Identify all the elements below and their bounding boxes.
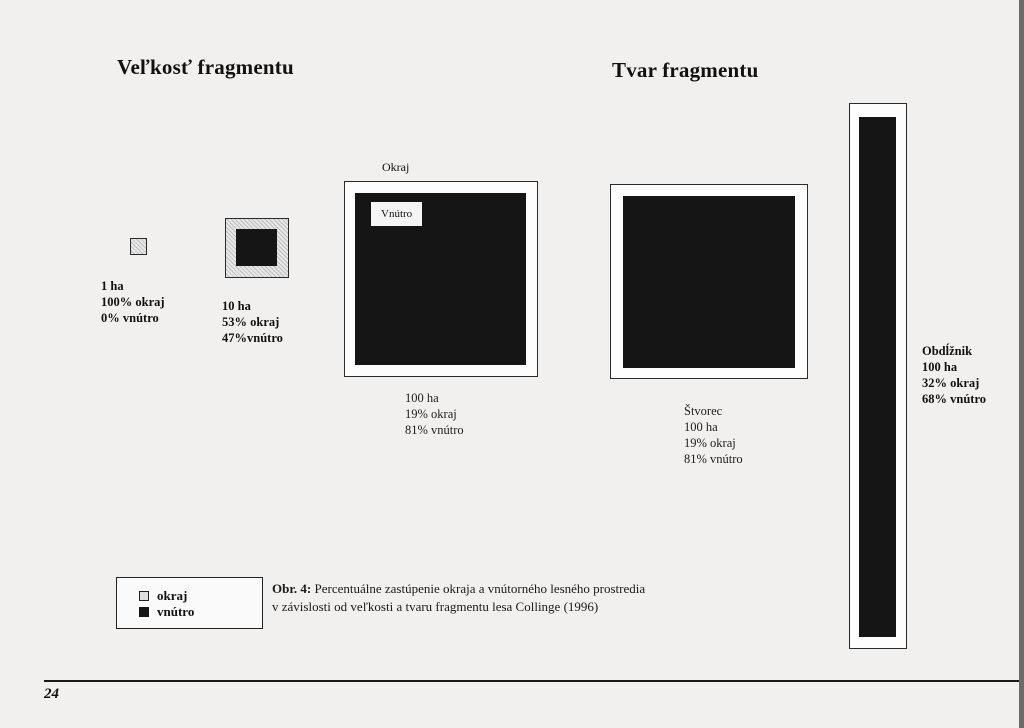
fragment-10ha-labels bbox=[222, 298, 283, 346]
legend-item-interior bbox=[139, 604, 262, 620]
edge-label: Okraj bbox=[382, 160, 410, 174]
shape-square-interior: 81% vnútro bbox=[684, 452, 743, 466]
page-number: 24 bbox=[44, 686, 59, 702]
shape-rectangle-area: 100 ha bbox=[922, 360, 958, 374]
shape-square-interior-area bbox=[623, 196, 795, 368]
fragment-1ha bbox=[130, 238, 147, 255]
edge-swatch-icon bbox=[139, 591, 149, 601]
legend bbox=[116, 577, 263, 629]
shape-rectangle-edge: 32% okraj bbox=[922, 376, 980, 390]
shape-square-labels bbox=[684, 403, 743, 467]
fragment-100ha bbox=[344, 181, 538, 377]
legend-interior-label: vnútro bbox=[157, 604, 195, 619]
shape-square-name: Štvorec bbox=[684, 404, 723, 418]
fragment-10ha-interior-area bbox=[236, 229, 277, 266]
shape-square bbox=[610, 184, 808, 379]
heading-fragment-size: Veľkosť fragmentu bbox=[117, 55, 294, 79]
shape-rectangle bbox=[849, 103, 907, 649]
legend-item-edge bbox=[139, 588, 262, 604]
legend-edge-label: okraj bbox=[157, 588, 188, 603]
fragment-1ha-labels bbox=[101, 278, 165, 326]
heading-fragment-shape: Tvar fragmentu bbox=[612, 58, 759, 82]
caption-prefix: Obr. 4: bbox=[272, 581, 312, 596]
fragment-100ha-interior: 81% vnútro bbox=[405, 423, 464, 437]
shape-rectangle-interior-area bbox=[859, 117, 896, 637]
shape-rectangle-name: Obdĺžnik bbox=[922, 344, 973, 358]
fragment-100ha-labels bbox=[405, 390, 464, 438]
fragment-10ha-edge: 53% okraj bbox=[222, 315, 280, 329]
fragment-1ha-interior: 0% vnútro bbox=[101, 311, 159, 325]
interior-label: Vnútro bbox=[371, 202, 422, 226]
figure-caption bbox=[272, 580, 645, 616]
fragment-1ha-area: 1 ha bbox=[101, 279, 124, 293]
fragment-10ha-area: 10 ha bbox=[222, 299, 251, 313]
caption-line-1: Percentuálne zastúpenie okraja a vnútorného lesného prostredia bbox=[314, 581, 646, 596]
interior-swatch-icon bbox=[139, 607, 149, 617]
shape-rectangle-interior: 68% vnútro bbox=[922, 392, 987, 406]
scan-edge bbox=[1019, 0, 1024, 728]
fragment-1ha-edge: 100% okraj bbox=[101, 295, 165, 309]
fragment-100ha-area: 100 ha bbox=[405, 391, 439, 405]
caption-line-2: v závislosti od veľkosti a tvaru fragmentu lesa Collinge (1996) bbox=[272, 599, 599, 614]
shape-square-area: 100 ha bbox=[684, 420, 718, 434]
fragment-10ha bbox=[225, 218, 289, 278]
fragment-100ha-edge: 19% okraj bbox=[405, 407, 457, 421]
fragment-10ha-interior: 47%vnútro bbox=[222, 331, 283, 345]
shape-rectangle-labels bbox=[922, 343, 986, 407]
footer-rule bbox=[44, 680, 1020, 682]
shape-square-edge: 19% okraj bbox=[684, 436, 736, 450]
